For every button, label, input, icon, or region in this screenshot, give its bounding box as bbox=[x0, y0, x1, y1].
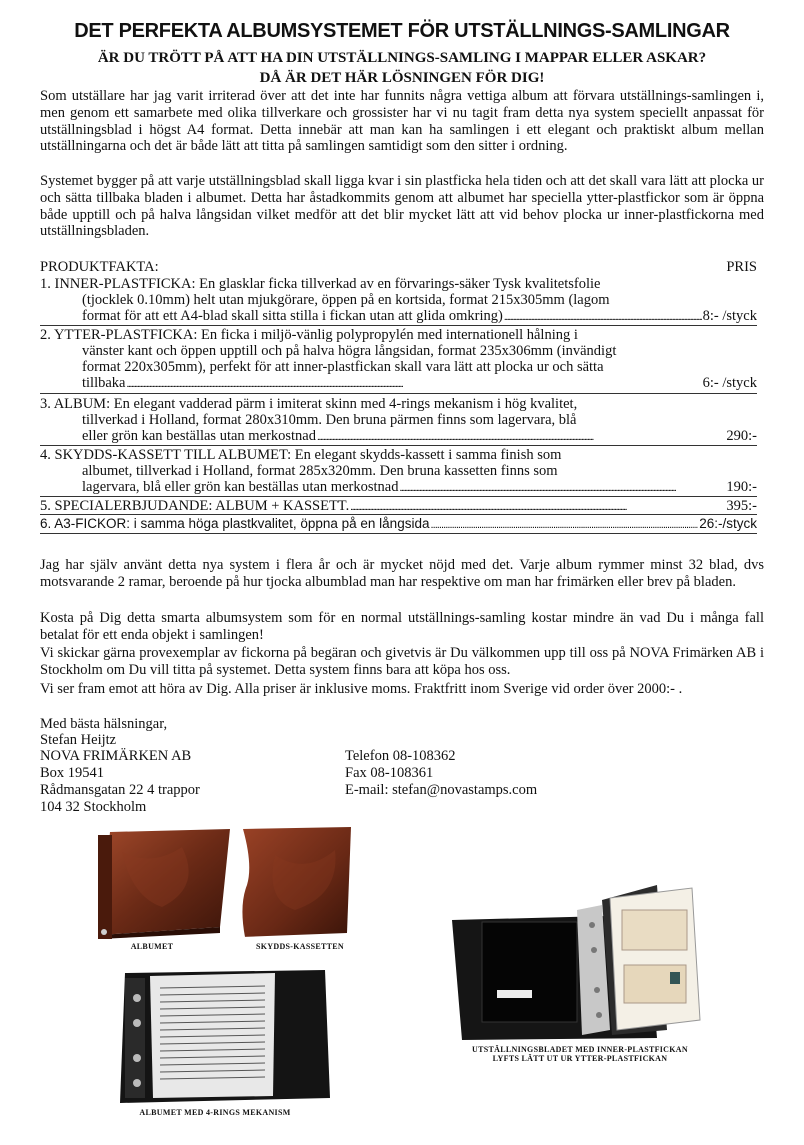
product-line: eller grön kan beställas utan merkostnad bbox=[82, 428, 316, 444]
signature-greeting: Med bästa hälsningar, bbox=[40, 716, 168, 732]
product-line: 6. A3-FICKOR: i samma höga plastkvalitet, öppna på en långsida bbox=[40, 516, 430, 531]
product-line: 4. SKYDDS-KASSETT TILL ALBUMET: En elegant skydds-kassett i samma finish som bbox=[40, 447, 562, 463]
caption-line: LYFTS LÄTT UT UR YTTER-PLASTFICKAN bbox=[492, 1054, 668, 1063]
caption-ring-binder: ALBUMET MED 4-RINGS MEKANISM bbox=[139, 1108, 291, 1117]
document-subtitle-2: DÅ ÄR DET HÄR LÖSNINGEN FÖR DIG! bbox=[259, 70, 545, 86]
divider bbox=[40, 514, 757, 515]
signature-city: 104 32 Stockholm bbox=[40, 799, 147, 815]
contact-email: E-mail: stefan@novastamps.com bbox=[345, 782, 538, 798]
divider bbox=[40, 533, 757, 534]
product-line: format 220x305mm), perfekt för att inner-plastfickan skall vara lätt att plocka ur och sätta bbox=[82, 359, 604, 375]
document-subtitle: ÄR DU TRÖTT PÅ ATT HA DIN UTSTÄLLNINGS-SAMLING I MAPPAR ELLER ASKAR? bbox=[97, 50, 707, 66]
caption-case: SKYDDS-KASSETTEN bbox=[256, 942, 344, 951]
intro-paragraph-1: Som utställare har jag varit irriterad över att det inte har funnits några vettiga album att förvara utställnings-samlingen i, men genom ett samarbete med olika tillverkare och grossister har vi nu tagit fram detta nya system speciellt anpassat för utställningsblad i högst A4 format. Detta innebär att man kan ha samlingen i ett elegant och praktiskt album mellan utställningarna och det är både lätt att titta på samlingen samtidigt som den sitter i ordning. bbox=[40, 88, 764, 155]
product-item-6 bbox=[40, 516, 757, 533]
caption-line: UTSTÄLLNINGSBLADET MED INNER-PLASTFICKAN bbox=[472, 1045, 688, 1054]
product-price: 395:- bbox=[726, 498, 757, 514]
contact-fax: Fax 08-108361 bbox=[345, 765, 434, 781]
product-price: 26:-/styck bbox=[699, 516, 757, 531]
product-line: 1. INNER-PLASTFICKA: En glasklar ficka tillverkad av en förvarings-säker Tysk kvalitetsfolie bbox=[40, 276, 601, 292]
product-line: tillverkad i Holland, format 280x310mm. Den bruna pärmen finns som lagervara, blå bbox=[82, 412, 577, 428]
product-line: tillbaka bbox=[82, 375, 126, 391]
signature-box: Box 19541 bbox=[40, 765, 105, 781]
product-price-line bbox=[40, 308, 757, 325]
product-line: 5. SPECIALERBJUDANDE: ALBUM + KASSETT. bbox=[40, 498, 350, 514]
product-item-1 bbox=[40, 276, 757, 325]
product-facts-header bbox=[40, 259, 757, 275]
intro-paragraph-2: Systemet bygger på att varje utställningsblad skall ligga kvar i sin plastficka hela tiden och att det skall vara lätt att plocka ur och sätta tillbaka bladen i albumet. Detta har åstadkommits genom att albumet har speciella ytter-plastfickor som är öppna både upptill och på halva långsidan vilket medför att det blir mycket lätt att vid behov plocka ur inner-plastfickorna med utställningsbladen. bbox=[40, 173, 764, 240]
product-price: 6:- /styck bbox=[702, 375, 757, 391]
product-price-line bbox=[40, 375, 757, 392]
divider bbox=[40, 445, 757, 446]
product-line: 2. YTTER-PLASTFICKA: En ficka i miljö-vänlig polypropylén med internationell hålning i bbox=[40, 327, 578, 343]
product-item-2 bbox=[40, 327, 757, 392]
product-facts-heading: PRODUKTFAKTA: bbox=[40, 259, 159, 275]
price-heading: PRIS bbox=[726, 259, 757, 275]
product-item-3 bbox=[40, 396, 757, 445]
product-price-line bbox=[40, 428, 757, 445]
product-line: (tjocklek 0.10mm) helt utan mjukgörare, öppen på en kortsida, format 215x305mm (lagom bbox=[82, 292, 610, 308]
divider bbox=[40, 496, 757, 497]
product-price: 8:- /styck bbox=[702, 308, 757, 324]
signature-street: Rådmansgatan 22 4 trappor bbox=[40, 782, 200, 798]
signature-name: Stefan Heijtz bbox=[40, 732, 117, 748]
outro-paragraph-4: Vi ser fram emot att höra av Dig. Alla priser är inklusive moms. Fraktfritt inom Sverige vid order över 2000:- . bbox=[40, 681, 683, 697]
product-price-line bbox=[40, 479, 757, 496]
product-line: lagervara, blå eller grön kan beställas utan merkostnad bbox=[82, 479, 399, 495]
product-item-5 bbox=[40, 498, 757, 515]
case-photo bbox=[235, 825, 355, 940]
product-item-4 bbox=[40, 447, 757, 496]
divider bbox=[40, 393, 757, 394]
product-line: 3. ALBUM: En elegant vadderad pärm i imiterat skinn med 4-rings mekanism i hög kvalitet, bbox=[40, 396, 578, 412]
signature-company: NOVA FRIMÄRKEN AB bbox=[40, 748, 192, 764]
product-line: format för att ett A4-blad skall sitta stilla i fickan utan att glida omkring) bbox=[82, 308, 503, 324]
product-price: 190:- bbox=[726, 479, 757, 495]
product-price: 290:- bbox=[726, 428, 757, 444]
document-title: DET PERFEKTA ALBUMSYSTEMET FÖR UTSTÄLLNINGS-SAMLINGAR bbox=[74, 20, 730, 42]
product-line: albumet, tillverkad i Holland, format 285x320mm. Den bruna kassetten finns som bbox=[82, 463, 558, 479]
album-photo bbox=[92, 827, 232, 940]
ring-binder-photo bbox=[95, 968, 335, 1105]
divider bbox=[40, 325, 757, 326]
exhibit-sheet-photo bbox=[452, 880, 714, 1040]
outro-paragraph-1: Jag har själv använt detta nya system i flera år och är mycket nöjd med det. Varje album rymmer minst 32 blad, dvs motsvarande 2 ramar, beroende på hur tjocka albumblad man har respektive om man har frimärken eller brev på bladen. bbox=[40, 557, 764, 590]
caption-album: ALBUMET bbox=[130, 942, 174, 951]
caption-exhibit-sheet bbox=[440, 1045, 720, 1063]
product-line: vänster kant och öppen upptill och på halva högra långsidan, format 235x306mm (invändigt bbox=[82, 343, 617, 359]
contact-phone: Telefon 08-108362 bbox=[345, 748, 456, 764]
outro-paragraph-3: Vi skickar gärna provexemplar av fickorna på begäran och givetvis är Du välkommen upp till oss på NOVA Frimärken AB i Stockholm om Du vill titta på systemet. Detta system finns bara att köpa hos oss. bbox=[40, 645, 764, 678]
outro-paragraph-2: Kosta på Dig detta smarta albumsystem som för en normal utställnings-samling kostar mindre än vad Du i många fall betalat för ett enda objekt i samlingen! bbox=[40, 610, 764, 643]
